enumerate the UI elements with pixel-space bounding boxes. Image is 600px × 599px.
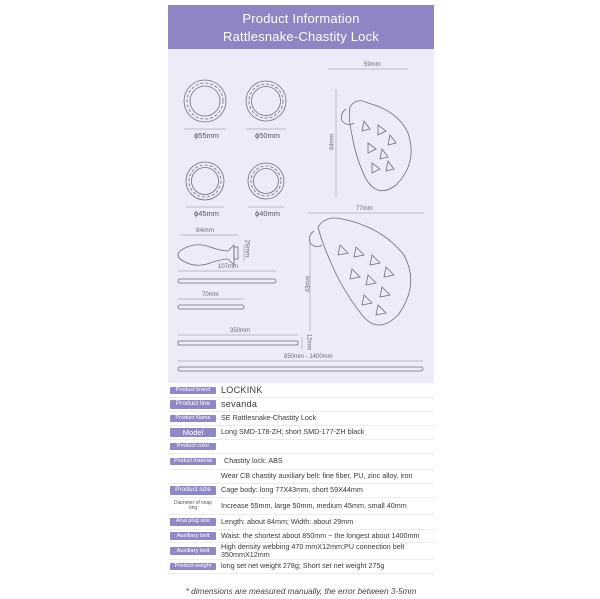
spec-row-line [168, 398, 434, 412]
spec-row-belt-webbing [168, 543, 434, 560]
ring-55-label: ϕ55mm [194, 131, 220, 140]
spec-label-ring: Diameter of snap ring [173, 499, 213, 511]
cage-short-width-label: 59mm [364, 62, 381, 68]
spec-value-belt-waist: Waist: the shortest about 850mm ~ the longest about 1400mm [221, 531, 420, 540]
belt-short-illustration [178, 305, 244, 309]
spec-value-name: SE Rattlesnake-Chastity Lock [221, 414, 317, 423]
cage-long-width-label: 77mm [356, 206, 373, 212]
waist-range-label: 850mm - 1400mm [284, 354, 333, 360]
measurement-footnote: * dimensions are measured manually, the error between 3-5mm [185, 587, 417, 596]
title-banner [168, 5, 434, 49]
product-sheet [168, 5, 434, 595]
long-cage-illustration [310, 218, 411, 325]
spec-value-line: sevanda [221, 399, 258, 410]
spec-row-model [168, 426, 434, 440]
spec-label-material: Product material [170, 458, 216, 465]
belt-long-label: 107mm [218, 264, 239, 270]
belt-short-label: 70mm [202, 292, 219, 298]
spec-value-belt-webbing: High density webbing 470 mmX12mm;PU connection belt 350mmX12mm [221, 542, 405, 559]
spec-label-belt-waist: Auxiliary belt [170, 532, 216, 540]
spec-label-weight: Product weight [170, 563, 216, 571]
spec-row-belt-waist [168, 530, 434, 543]
spec-value-material: Chastity lock: ABS [224, 457, 283, 466]
spec-label-material-belt [170, 476, 216, 478]
spec-label-line: Product line [170, 400, 216, 409]
strip-length-label: 350mm [230, 328, 251, 334]
ring-45-illustration [186, 162, 224, 200]
spec-label-size: Product size [170, 486, 216, 495]
ring-50-illustration [246, 81, 286, 121]
strip-illustration [178, 341, 298, 345]
spec-value-plug: Length: about 84mm; Width: about 29mm [221, 517, 354, 526]
technical-drawing [168, 49, 434, 383]
spec-row-weight [168, 560, 434, 574]
spec-label-plug: Anal plug size [170, 518, 216, 526]
spec-row-plug [168, 515, 434, 530]
cage-long-height-label: 43mm [305, 275, 312, 293]
spec-label-belt-webbing: Auxiliary belt [170, 547, 216, 555]
spec-table [168, 384, 434, 574]
spec-label-name: Product Name [170, 415, 216, 423]
spec-value-ring: Increase 55mm, large 50mm, medium 45mm, small 40mm [221, 501, 407, 510]
spec-row-size [168, 484, 434, 498]
spec-row-material [168, 454, 434, 470]
spec-label-model: Model [170, 428, 216, 438]
short-cage-illustration [342, 101, 412, 191]
spec-label-color: Product color [170, 443, 216, 451]
plug-width-label: 29mm [243, 239, 251, 258]
cage-short-height-label: 44mm [329, 133, 336, 151]
spec-value-size: Cage body: long 77X43mm, short 59X44mm [221, 486, 363, 495]
title-line-1: Product Information [242, 11, 360, 26]
spec-label-brand: Product brand [170, 387, 216, 395]
title-line-2: Rattlesnake-Chastity Lock [222, 29, 379, 44]
spec-row-ring [168, 498, 434, 515]
waist-belt-illustration [178, 367, 423, 371]
ring-40-illustration [248, 163, 284, 199]
spec-row-material-belt [168, 470, 434, 484]
belt-long-illustration [178, 279, 276, 283]
ring-50-label: ϕ50mm [255, 131, 281, 140]
plug-length-label: 84mm [196, 227, 215, 234]
spec-value-brand: LOCKINK [221, 385, 263, 396]
strip-height-label: 12mm [305, 333, 312, 351]
ring-55-illustration [184, 80, 226, 122]
ring-40-label: ϕ40mm [255, 209, 281, 218]
spec-value-material-belt: Wear CB chastity auxiliary belt: fine fiber, PU, zinc alloy, iron [221, 472, 413, 481]
spec-row-brand [168, 384, 434, 398]
spec-value-weight: long set net weight 278g; Short set net weight 275g [221, 562, 385, 571]
spec-row-color [168, 440, 434, 454]
spec-row-name [168, 412, 434, 426]
spec-value-model: Long SMD-178-ZH; short SMD-177-ZH black [221, 428, 365, 437]
anal-plug-illustration [178, 245, 238, 266]
ring-45-label: ϕ45mm [194, 209, 220, 218]
